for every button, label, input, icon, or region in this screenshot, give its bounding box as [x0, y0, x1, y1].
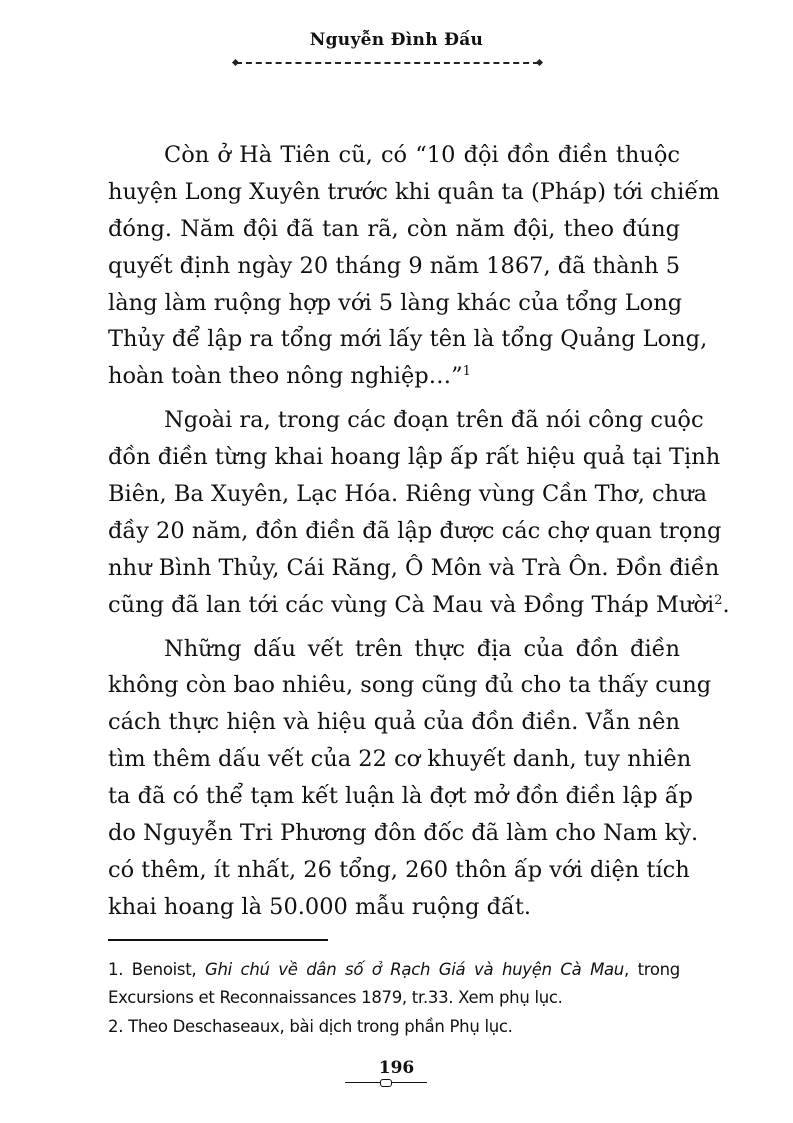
text-line: tìm thêm dấu vết của 22 cơ khuyết danh, tuy nhiên — [108, 746, 692, 773]
footnote-text: , trong — [623, 960, 680, 979]
text-line: quyết định ngày 20 tháng 9 năm 1867, đã thành 5 — [108, 252, 681, 279]
page-number: 196 — [378, 1058, 415, 1078]
text-line: Còn ở Hà Tiên cũ, có “10 đội đồn điền thuộc — [164, 142, 680, 168]
paragraph-2 — [108, 402, 730, 623]
text-line: làng làm ruộng hợp với 5 làng khác của tổng Long — [108, 289, 683, 316]
text-line: do Nguyễn Tri Phương đôn đốc đã làm cho Nam kỳ. — [108, 820, 699, 847]
paragraph-1 — [108, 137, 720, 395]
footnote-divider — [108, 939, 328, 941]
running-header: Nguyễn Đình Đấu — [309, 30, 484, 50]
text-line: Ngoài ra, trong các đoạn trên đã nói công cuộc — [164, 407, 704, 434]
footnote-text: 1. Benoist, — [108, 960, 205, 979]
text: cũng đã lan tới các vùng Cà Mau và Đồng Tháp Mười — [108, 591, 715, 618]
header-ornament-divider — [236, 62, 539, 64]
text-line — [108, 358, 680, 395]
text-line: đầy 20 năm, đồn điền đã lập được các chợ quan trọng — [108, 517, 722, 544]
text-line: Những dấu vết trên thực địa của đồn điền — [164, 635, 680, 662]
footnote-1 — [108, 956, 680, 984]
footnote-ref-2[interactable]: 2 — [714, 592, 723, 608]
text-line: Biên, Ba Xuyên, Lạc Hóa. Riêng vùng Cần Thơ, chưa — [108, 481, 708, 508]
text-line: không còn bao nhiêu, song cũng đủ cho ta thấy cung — [108, 672, 712, 699]
paragraph-3 — [108, 631, 712, 926]
text-line: khai hoang là 50.000 mẫu ruộng đất. — [108, 893, 532, 920]
footnote-ref-1[interactable]: 1 — [462, 364, 471, 380]
text-line: ta đã có thể tạm kết luận là đợt mở đồn điền lập ấp — [108, 783, 693, 810]
text-line — [108, 587, 730, 624]
text-line: Thủy để lập ra tổng mới lấy tên là tổng Quảng Long, — [108, 326, 708, 353]
page-number-ornament — [345, 1082, 427, 1083]
text: hoàn toàn theo nông nghiệp…” — [108, 363, 463, 390]
text-line: như Bình Thủy, Cái Răng, Ô Môn và Trà Ôn. Đồn điền — [108, 554, 720, 581]
body-text — [108, 137, 730, 933]
text-line: huyện Long Xuyên trước khi quân ta (Pháp) tới chiếm — [108, 178, 720, 205]
text-line: cách thực hiện và hiệu quả của đồn điền. Vẫn nên — [108, 709, 680, 736]
footnote-title: Ghi chú về dân số ở Rạch Giá và huyện Cà Mau — [204, 960, 624, 979]
text-line: đồn điền từng khai hoang lập ấp rất hiệu quả tại Tịnh — [108, 444, 721, 471]
text-line: đóng. Năm đội đã tan rã, còn năm đội, theo đúng — [108, 215, 680, 242]
text: . — [722, 591, 730, 618]
footnote-1-continued: Excursions et Reconnaissances 1879, tr.33. Xem phụ lục. — [108, 988, 563, 1007]
footnote-2: 2. Theo Deschaseaux, bài dịch trong phần Phụ lục. — [108, 1017, 513, 1036]
text-line: có thêm, ít nhất, 26 tổng, 260 thôn ấp với diện tích — [108, 856, 690, 883]
